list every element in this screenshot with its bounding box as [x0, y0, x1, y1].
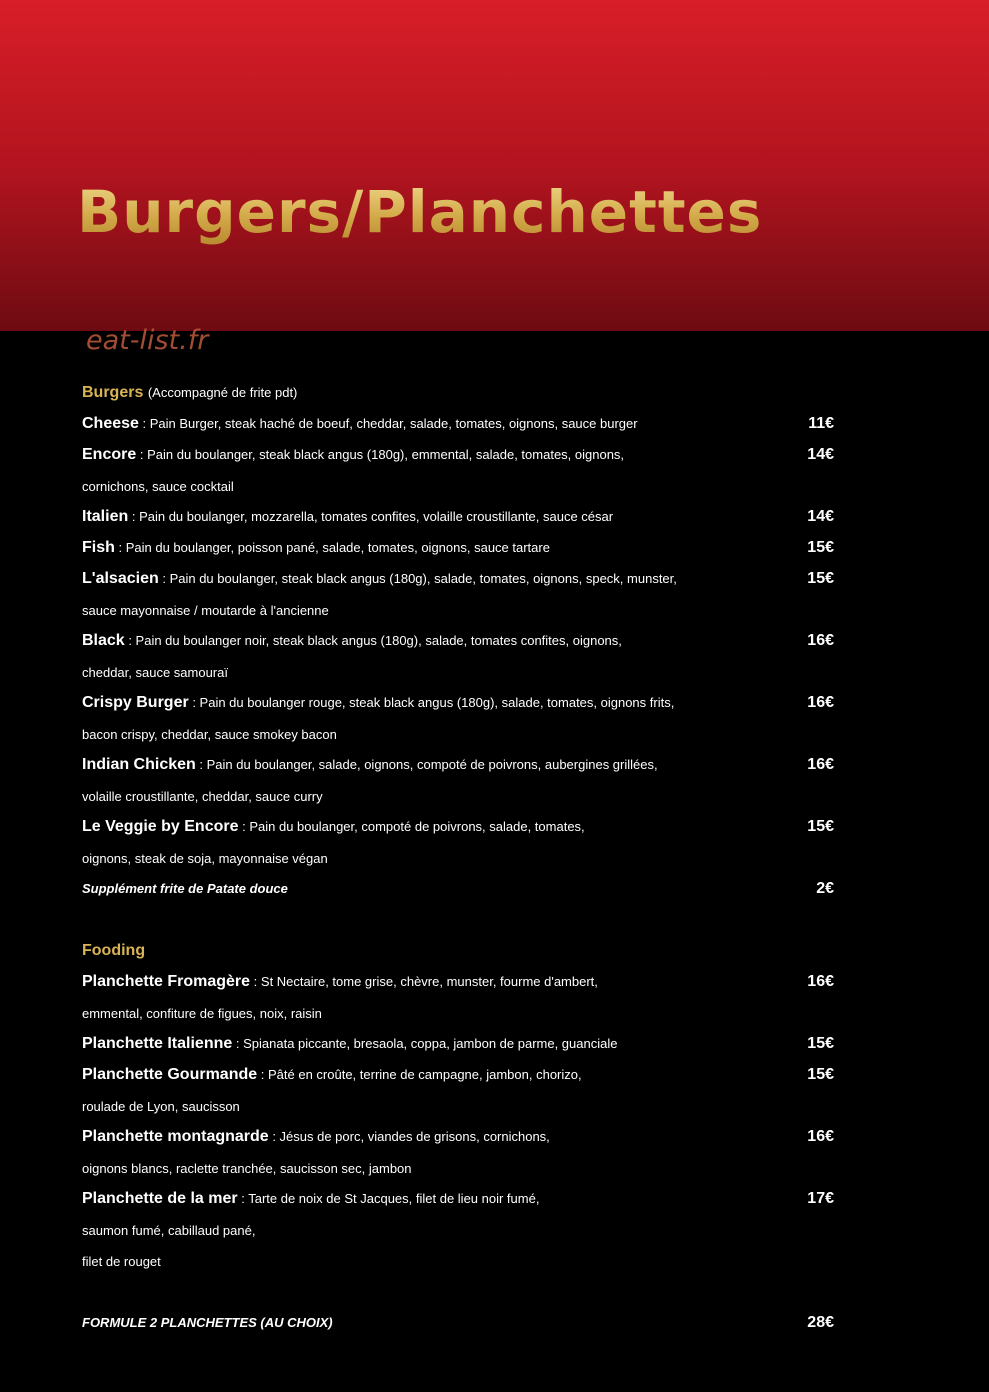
menu-item-desc: : Spianata piccante, bresaola, coppa, jambon de parme, guanciale	[232, 1036, 618, 1051]
menu-item-italien	[82, 508, 613, 526]
menu-item-desc: : St Nectaire, tome grise, chèvre, munster, fourme d'ambert,	[250, 974, 598, 989]
menu-item-planchette-de-la-mer	[82, 1190, 539, 1208]
menu-item-name: Fish	[82, 539, 115, 556]
menu-item-planchette-montagnarde	[82, 1128, 550, 1146]
formula-price: 28€	[807, 1314, 834, 1331]
menu-item-name: L'alsacien	[82, 570, 159, 587]
page-title: Burgers/Planchettes	[77, 178, 763, 246]
menu-item-alsacien	[82, 570, 677, 588]
menu-item-desc: : Pain du boulanger, salade, oignons, compoté de poivrons, aubergines grillées,	[195, 757, 658, 772]
section-note: (Accompagné de frite pdt)	[147, 385, 298, 400]
menu-item-desc-continued: cornichons, sauce cocktail	[82, 479, 234, 494]
menu-item-name: Cheese	[82, 415, 139, 432]
menu-item-desc: : Pain du boulanger, steak black angus (180g), emmental, salade, tomates, oignons,	[136, 447, 625, 462]
menu-item-name: Planchette Fromagère	[82, 973, 251, 990]
menu-item-desc-continued: volaille croustillante, cheddar, sauce curry	[82, 789, 323, 804]
menu-item-name: Planchette montagnarde	[82, 1128, 269, 1145]
menu-item-price: 15€	[807, 818, 834, 835]
menu-item-planchette-gourmande	[82, 1066, 582, 1084]
menu-item-name: Crispy Burger	[82, 694, 189, 711]
menu-item-desc: : Pain Burger, steak haché de boeuf, cheddar, salade, tomates, oignons, sauce burger	[138, 416, 638, 431]
menu-item-desc-continued: emmental, confiture de figues, noix, raisin	[82, 1006, 322, 1021]
menu-item-cheese	[82, 415, 638, 433]
header-banner	[0, 0, 989, 331]
menu-item-name: Encore	[82, 446, 137, 463]
menu-item-price: 11€	[808, 415, 834, 432]
section-title-label: Burgers	[82, 384, 144, 401]
menu-item-desc: : Pain du boulanger, mozzarella, tomates confites, volaille croustillante, sauce césar	[128, 509, 614, 524]
supplement-price: 2€	[816, 880, 834, 897]
menu-item-price: 16€	[807, 632, 834, 649]
menu-item-desc: : Pain du boulanger rouge, steak black angus (180g), salade, tomates, oignons frits,	[188, 695, 675, 710]
menu-item-desc: : Pain du boulanger noir, steak black angus (180g), salade, tomates confites, oignons,	[124, 633, 622, 648]
menu-item-desc-continued: roulade de Lyon, saucisson	[82, 1099, 240, 1114]
menu-item-indian-chicken	[82, 756, 658, 774]
menu-item-desc-continued: filet de rouget	[82, 1254, 161, 1269]
menu-item-name: Black	[82, 632, 125, 649]
menu-item-price: 15€	[807, 1066, 834, 1083]
menu-item-name: Planchette de la mer	[82, 1190, 238, 1207]
menu-item-crispy-burger	[82, 694, 674, 712]
menu-item-desc-continued: cheddar, sauce samouraï	[82, 665, 228, 680]
menu-item-price: 15€	[807, 570, 834, 587]
menu-item-desc-continued: oignons blancs, raclette tranchée, saucisson sec, jambon	[82, 1161, 412, 1176]
menu-item-price: 16€	[807, 756, 834, 773]
formula-label: FORMULE 2 PLANCHETTES (AU CHOIX)	[82, 1315, 333, 1330]
menu-item-name: Italien	[82, 508, 129, 525]
section-title-fooding: Fooding	[82, 942, 146, 959]
menu-item-le-veggie	[82, 818, 585, 836]
menu-item-desc-continued: oignons, steak de soja, mayonnaise végan	[82, 851, 328, 866]
menu-item-price: 16€	[807, 1128, 834, 1145]
menu-item-desc: : Pain du boulanger, compoté de poivrons, salade, tomates,	[238, 819, 585, 834]
menu-item-price: 16€	[807, 694, 834, 711]
menu-item-price: 16€	[807, 973, 834, 990]
menu-item-name: Indian Chicken	[82, 756, 196, 773]
menu-item-encore	[82, 446, 624, 464]
menu-item-price: 15€	[807, 1035, 834, 1052]
menu-item-planchette-italienne	[82, 1035, 617, 1053]
menu-item-desc-continued: saumon fumé, cabillaud pané,	[82, 1223, 256, 1238]
menu-item-desc: : Jésus de porc, viandes de grisons, cornichons,	[268, 1129, 550, 1144]
menu-item-fish	[82, 539, 550, 557]
supplement-label: Supplément frite de Patate douce	[82, 881, 288, 896]
menu-item-name: Le Veggie by Encore	[82, 818, 239, 835]
menu-item-price: 14€	[807, 446, 834, 463]
menu-item-name: Planchette Gourmande	[82, 1066, 258, 1083]
menu-item-desc-continued: sauce mayonnaise / moutarde à l'ancienne	[82, 603, 329, 618]
menu-item-name: Planchette Italienne	[82, 1035, 233, 1052]
menu-item-price: 17€	[807, 1190, 834, 1207]
menu-item-desc-continued: bacon crispy, cheddar, sauce smokey bacon	[82, 727, 337, 742]
menu-item-planchette-fromagere	[82, 973, 598, 991]
menu-item-price: 14€	[807, 508, 834, 525]
menu-item-price: 15€	[807, 539, 834, 556]
menu-item-black	[82, 632, 622, 650]
menu-item-desc: : Tarte de noix de St Jacques, filet de lieu noir fumé,	[237, 1191, 540, 1206]
menu-item-desc: : Pain du boulanger, steak black angus (180g), salade, tomates, oignons, speck, munster,	[158, 571, 677, 586]
menu-item-desc: : Pain du boulanger, poisson pané, salade, tomates, oignons, sauce tartare	[114, 540, 550, 555]
menu-item-desc: : Pâté en croûte, terrine de campagne, jambon, chorizo,	[257, 1067, 582, 1082]
section-title-burgers	[82, 384, 297, 402]
watermark: eat-list.fr	[86, 325, 209, 356]
